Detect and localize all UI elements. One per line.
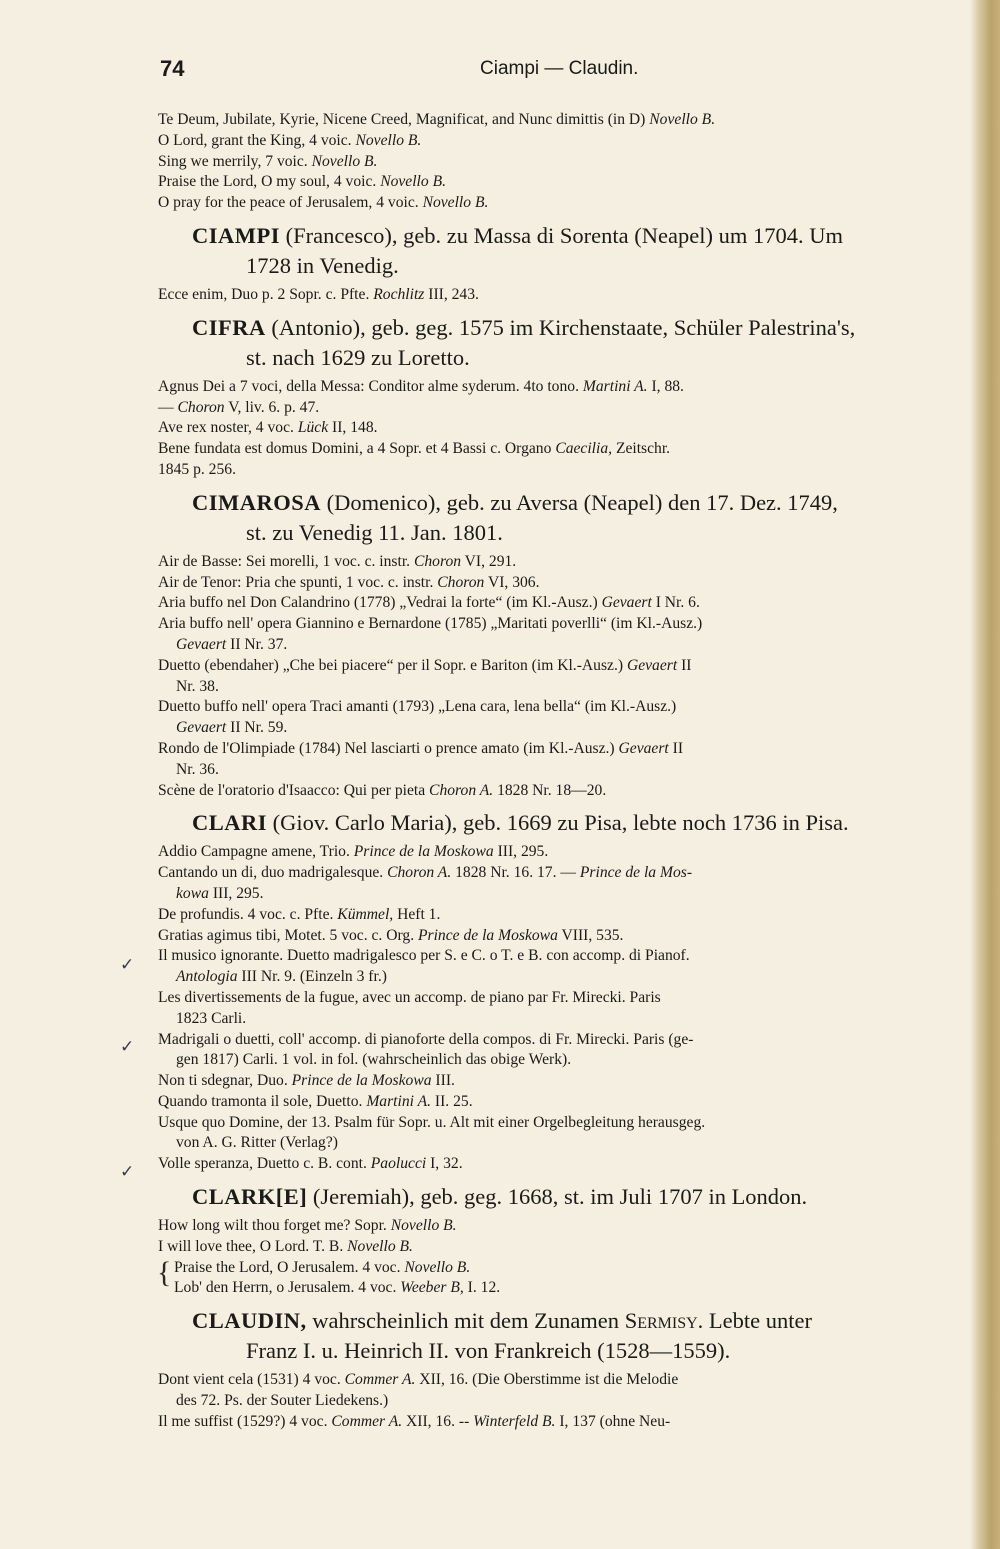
entry-source: Commer A. xyxy=(331,1412,403,1430)
list-item xyxy=(158,863,933,884)
entry-title: Dont vient cela (1531) 4 voc. xyxy=(158,1371,345,1389)
entry-title: Bene fundata est domus Domini, a 4 Sopr. et 4 Bassi c. Organo xyxy=(158,440,556,458)
entry-source: Novello B. xyxy=(404,1258,471,1276)
list-item-continued xyxy=(158,718,933,739)
entry-source: Novello B. xyxy=(311,152,378,170)
composer-name: CIMAROSA xyxy=(192,489,322,515)
list-item-continued xyxy=(158,967,933,988)
pencil-check-mark-icon: ✓ xyxy=(120,1037,135,1056)
entry-reference: II, 148. xyxy=(328,419,378,437)
list-item xyxy=(158,1216,933,1237)
list-item: Duetto buffo nell' opera Traci amanti (1793) „Lena cara, lena bella“ (im Kl.-Ausz.) xyxy=(158,698,677,716)
list-item xyxy=(158,193,933,214)
entry-source: Novello B. xyxy=(380,173,447,191)
list-item xyxy=(158,439,933,460)
list-item xyxy=(158,656,933,677)
entry-title: Ecce enim, Duo p. 2 Sopr. c. Pfte. xyxy=(158,285,374,303)
list-item xyxy=(158,172,933,193)
composer-entry-clarke xyxy=(158,1182,933,1299)
entry-title: Aria buffo nel Don Calandrino (1778) „Vedrai la forte“ (im Kl.-Ausz.) xyxy=(158,594,602,612)
list-item xyxy=(158,1071,933,1092)
entry-source: Martini A. xyxy=(582,377,648,395)
entry-reference: XII, 16. -- xyxy=(402,1412,474,1430)
composer-entry-ciampi xyxy=(158,221,933,306)
list-item xyxy=(158,418,933,439)
entry-title: Praise the Lord, O my soul, 4 voic. xyxy=(158,173,381,191)
composer-heading xyxy=(158,1182,933,1212)
entry-source: Novello B. xyxy=(390,1217,457,1235)
entry-reference: I. 12. xyxy=(463,1279,501,1297)
entry-title: O Lord, grant the King, 4 voic. xyxy=(158,131,356,149)
list-item xyxy=(158,285,933,306)
entry-source: Gevaert xyxy=(176,719,227,737)
entry-source: Novello B. xyxy=(649,111,716,128)
composer-heading xyxy=(158,488,933,518)
entry-source: Gevaert xyxy=(176,635,227,653)
entry-reference: II. 25. xyxy=(431,1092,473,1110)
entry-reference: I, 32. xyxy=(426,1155,463,1173)
entry-source: Gevaert xyxy=(618,739,669,757)
list-item: Usque quo Domine, der 13. Psalm für Sopr. u. Alt mit einer Orgelbegleitung herausgeg. xyxy=(158,1113,706,1131)
list-item-continued xyxy=(158,884,933,905)
entry-source: Novello B. xyxy=(355,131,422,149)
list-item xyxy=(158,398,933,419)
composer-heading xyxy=(158,313,933,343)
entry-reference: I, 88. xyxy=(647,377,684,395)
list-item: Il musico ignorante. Duetto madrigalesco per S. e C. o T. e B. con accomp. di Pianof. xyxy=(158,947,690,965)
entry-title: Scène de l'oratorio d'Isaacco: Qui per pieta xyxy=(158,781,430,799)
entry-title: Addio Campagne amene, Trio. xyxy=(158,843,354,861)
entry-source: Antologia xyxy=(176,968,238,986)
composer-bio: wahrscheinlich mit dem Zunamen xyxy=(306,1308,625,1334)
composer-entry-claudin xyxy=(158,1306,933,1432)
entry-reference: V, liv. 6. p. 47. xyxy=(224,398,320,416)
list-item-continued: gen 1817) Carli. 1 vol. in fol. (wahrscheinlich das obige Werk). xyxy=(176,1051,572,1069)
composer-surname: Sermisy. xyxy=(624,1308,704,1334)
entry-source: Rochlitz xyxy=(373,285,425,303)
entry-source: Winterfeld B. xyxy=(473,1412,556,1430)
entry-source: Prince de la Moskowa xyxy=(418,926,558,944)
list-item xyxy=(158,593,933,614)
list-item xyxy=(158,1237,933,1258)
entry-source: Paolucci xyxy=(370,1155,427,1173)
entry-title: Lob' den Herrn, o Jerusalem. 4 voc. xyxy=(174,1279,401,1297)
list-item xyxy=(158,110,933,131)
entry-reference: 1828 Nr. 18—20. xyxy=(493,781,607,799)
entry-source: Prince de la Mos- xyxy=(579,864,693,882)
composer-bio-continued: 1728 in Venedig. xyxy=(246,252,399,278)
composer-bio-continued: Franz I. u. Heinrich II. von Frankreich (1528—1559). xyxy=(246,1338,731,1364)
list-item-continued: Nr. 36. xyxy=(176,760,219,778)
composer-bio: (Francesco), geb. zu Massa di Sorenta (Neapel) um 1704. Um xyxy=(280,222,843,248)
pencil-check-mark-icon: ✓ xyxy=(120,955,135,974)
list-item-continued: des 72. Ps. der Souter Liedekens.) xyxy=(176,1392,389,1410)
list-item-continued: Nr. 38. xyxy=(176,677,219,695)
entry-title: I will love thee, O Lord. T. B. xyxy=(158,1237,348,1255)
composer-entry-clari xyxy=(158,808,933,1175)
entry-reference: Heft 1. xyxy=(393,905,441,923)
composer-bio: (Domenico), geb. zu Aversa (Neapel) den 17. Dez. 1749, xyxy=(321,489,838,515)
composer-bio: (Giov. Carlo Maria), geb. 1669 zu Pisa, lebte noch 1736 in Pisa. xyxy=(267,810,849,836)
list-item xyxy=(158,781,933,802)
entry-source: Gevaert xyxy=(601,594,652,612)
entry-source: Novello B. xyxy=(422,194,489,212)
composer-entry-cimarosa xyxy=(158,488,933,802)
entry-source: Prince de la Moskowa xyxy=(291,1072,432,1090)
entry-reference: III Nr. 9. (Einzeln 3 fr.) xyxy=(237,968,387,986)
composer-name: CLAUDIN, xyxy=(192,1308,307,1334)
entry-reference: II Nr. 59. xyxy=(226,719,288,737)
list-item-continued: von A. G. Ritter (Verlag?) xyxy=(176,1134,338,1152)
entry-source: Choron A. xyxy=(429,781,494,799)
list-item xyxy=(158,905,933,926)
entry-source: Lück xyxy=(297,419,329,437)
composer-bio: (Jeremiah), geb. geg. 1668, st. im Juli 1707 in London. xyxy=(307,1184,808,1210)
list-item xyxy=(158,152,933,173)
list-item xyxy=(158,1154,933,1175)
page-number: 74 xyxy=(160,56,185,81)
entry-title: Il me suffist (1529?) 4 voc. xyxy=(158,1412,332,1430)
entry-reference: II xyxy=(668,739,684,757)
entry-title: Air de Basse: Sei morelli, 1 voc. c. instr. xyxy=(158,552,414,570)
list-item xyxy=(158,1412,933,1433)
composer-bio-continued: st. nach 1629 zu Loretto. xyxy=(246,344,470,370)
entry-source: Martini A. xyxy=(366,1092,432,1110)
entry-title: — xyxy=(158,398,178,416)
entry-reference: II Nr. 37. xyxy=(226,635,288,653)
entry-reference: III, 295. xyxy=(493,843,549,861)
list-item xyxy=(158,573,933,594)
entry-title: Non ti sdegnar, Duo. xyxy=(158,1072,292,1090)
entry-reference: Zeitschr. xyxy=(612,440,671,458)
entry-source: Commer A. xyxy=(344,1371,416,1389)
entry-reference: III, 295. xyxy=(208,884,264,902)
entry-reference: VI, 291. xyxy=(461,552,517,570)
list-item: Madrigali o duetti, coll' accomp. di pianoforte della compos. di Fr. Mirecki. Paris (ge- xyxy=(158,1030,694,1048)
entry-title: Agnus Dei a 7 voci, della Messa: Conditor alme syderum. 4to tono. xyxy=(158,377,583,395)
list-item xyxy=(158,1258,933,1279)
composer-heading xyxy=(158,808,933,838)
list-item xyxy=(158,739,933,760)
entry-source: Novello B. xyxy=(347,1237,413,1255)
list-item xyxy=(158,552,933,573)
composer-entry-cifra xyxy=(158,313,933,481)
entry-title: Gratias agimus tibi, Motet. 5 voc. c. Org. xyxy=(158,926,418,944)
entry-source: Choron xyxy=(437,573,485,591)
composer-bio: Lebte unter xyxy=(703,1308,812,1334)
entry-title: Quando tramonta il sole, Duetto. xyxy=(158,1092,367,1110)
entry-title: De profundis. 4 voc. c. Pfte. xyxy=(158,905,338,923)
entry-source: Prince de la Moskowa xyxy=(353,843,494,861)
list-item-continued: 1823 Carli. xyxy=(176,1009,247,1027)
composer-name: CIFRA xyxy=(192,314,266,340)
composer-name: CLARI xyxy=(192,810,268,836)
list-item: Les divertissements de la fugue, avec un accomp. de piano par Fr. Mirecki. Paris xyxy=(158,988,661,1006)
entry-reference: XII, 16. (Die Oberstimme ist die Melodie xyxy=(415,1371,679,1389)
entry-source: Choron A. xyxy=(387,864,452,882)
list-item: Aria buffo nell' opera Giannino e Bernardone (1785) „Maritati poverlli“ (im Kl.-Ausz.) xyxy=(158,615,703,633)
composer-heading xyxy=(158,1306,933,1336)
list-item xyxy=(158,377,933,398)
entry-source: Choron xyxy=(177,398,225,416)
entry-reference: 1828 Nr. 16. 17. — xyxy=(451,864,580,882)
entry-reference: III. xyxy=(431,1072,455,1090)
entry-reference: I, 137 (ohne Neu- xyxy=(555,1412,671,1430)
list-item-continued xyxy=(158,635,933,656)
entry-reference: III, 243. xyxy=(424,285,479,303)
pencil-check-mark-icon: ✓ xyxy=(120,1162,135,1181)
composer-bio-continued: st. zu Venedig 11. Jan. 1801. xyxy=(246,519,503,545)
entry-reference: VI, 306. xyxy=(484,573,540,591)
running-head: Ciampi — Claudin. xyxy=(480,58,639,79)
composer-name: CIAMPI xyxy=(192,222,280,248)
page-edge-shadow xyxy=(970,0,1000,1549)
entry-title: Air de Tenor: Pria che spunti, 1 voc. c. instr. xyxy=(158,573,438,591)
page-content xyxy=(158,110,933,1433)
entry-reference: II xyxy=(677,656,692,674)
entry-source: Choron xyxy=(413,552,462,570)
entry-source: Gevaert xyxy=(626,656,678,674)
entry-title: Praise the Lord, O Jerusalem. 4 voc. xyxy=(174,1258,405,1276)
page-header xyxy=(160,56,930,86)
entry-title: Volle speranza, Duetto c. B. cont. xyxy=(158,1155,371,1173)
entry-title: O pray for the peace of Jerusalem, 4 voic. xyxy=(158,194,423,212)
list-item xyxy=(158,1278,933,1299)
composer-heading xyxy=(158,221,933,251)
entry-reference: I Nr. 6. xyxy=(651,594,700,612)
entry-reference: VIII, 535. xyxy=(557,926,624,944)
list-item xyxy=(158,926,933,947)
entry-title: Ave rex noster, 4 voc. xyxy=(158,419,298,437)
entry-title: How long wilt thou forget me? Sopr. xyxy=(158,1217,391,1235)
entry-title: Sing we merrily, 7 voic. xyxy=(158,152,312,170)
entry-title: Rondo de l'Olimpiade (1784) Nel lasciarti o prence amato (im Kl.-Ausz.) xyxy=(158,739,619,757)
entry-source: Weeber B, xyxy=(400,1279,464,1297)
list-item xyxy=(158,1370,933,1391)
composer-bio: (Antonio), geb. geg. 1575 im Kirchenstaate, Schüler Palestrina's, xyxy=(265,314,856,340)
entry-title: Te Deum, Jubilate, Kyrie, Nicene Creed, Magnificat, and Nunc dimittis (in D) xyxy=(158,111,650,128)
list-item xyxy=(158,842,933,863)
top-entry-list xyxy=(158,110,933,214)
entry-source: Caecilia, xyxy=(555,440,613,458)
list-item xyxy=(158,131,933,152)
brace-icon: { xyxy=(157,1256,172,1289)
entry-title: Cantando un di, duo madrigalesque. xyxy=(158,864,388,882)
entry-title: Duetto (ebendaher) „Che bei piacere“ per il Sopr. e Bariton (im Kl.-Ausz.) xyxy=(158,656,627,674)
list-item-continued: 1845 p. 256. xyxy=(158,460,236,478)
entry-source: kowa xyxy=(176,884,209,902)
composer-name: CLARK[E] xyxy=(192,1184,308,1210)
list-item xyxy=(158,1092,933,1113)
entry-source: Kümmel, xyxy=(337,905,394,923)
